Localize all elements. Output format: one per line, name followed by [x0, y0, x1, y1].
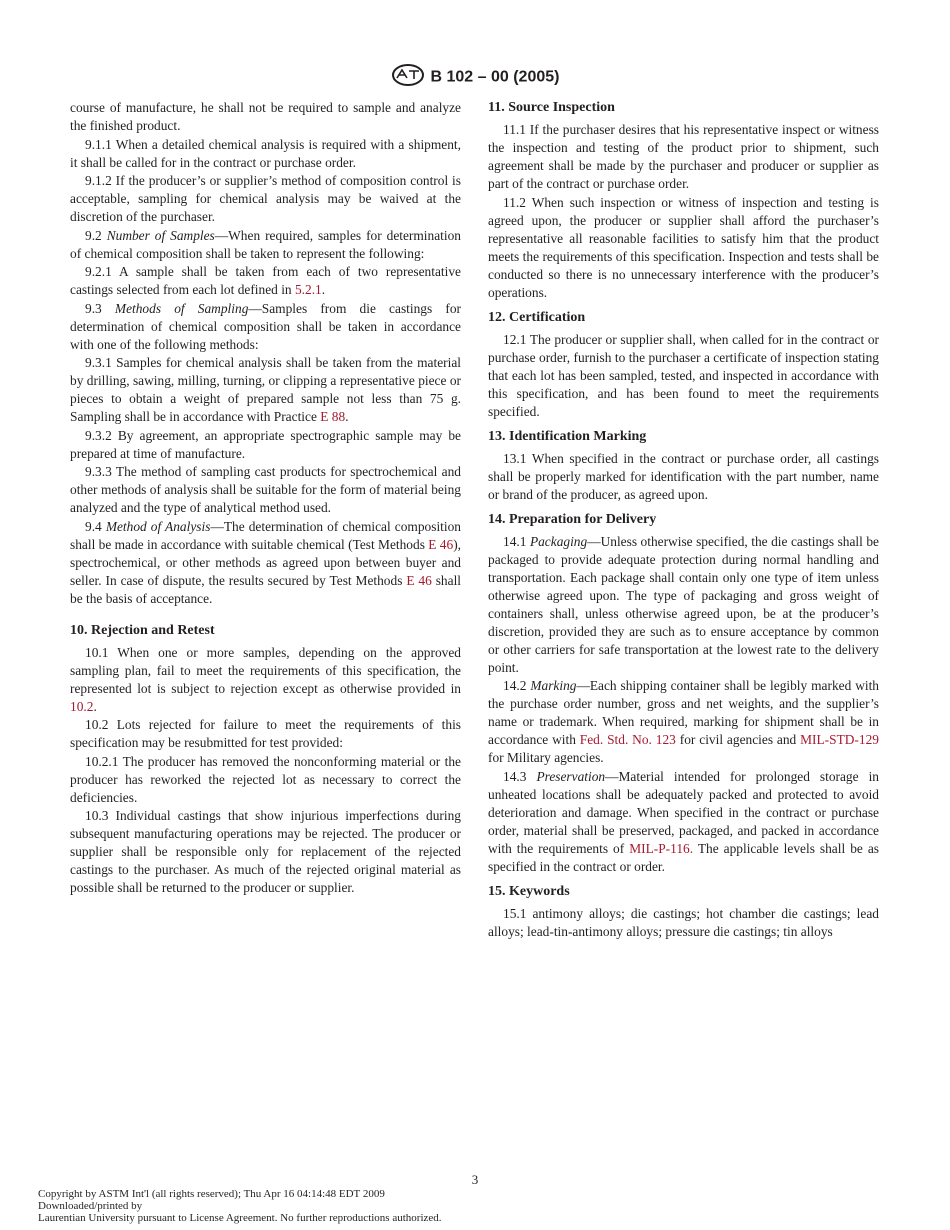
section-heading-13: 13. Identification Marking	[488, 428, 647, 444]
paragraph-9-2: 9.2 Number of Samples—When required, samples for determination of chemical composition shall be taken to represent the following:	[70, 227, 462, 261]
paragraph-10-1: 10.1 When one or more samples, depending on the approved sampling plan, fail to meet the requirements of this specification, the represented lot is subject to rejection except as otherwise provided in 10.2.	[70, 644, 461, 714]
paragraph-9-4: 9.4 Method of Analysis—The determination of chemical composition shall be made in accordance with suitable chemical (Test Methods E 46), spectrochemical, or other methods as agreed upon between buyer and seller. In case of dispute, the results secured by Test Methods E 46 shall be the basis of acceptance.	[70, 518, 462, 606]
paragraph-13-1: 13.1 When specified in the contract or purchase order, all castings shall be properly marked for identification with the part number, name or brand of the producer, as agreed upon.	[488, 450, 879, 502]
ref-link-e46[interactable]: E 46	[428, 536, 454, 552]
page-number: 3	[471, 1172, 479, 1187]
paragraph-10-2: 10.2 Lots rejected for failure to meet the requirements of this specification may be resubmitted for test provided:	[70, 717, 461, 750]
paragraph-10-2-1: 10.2.1 The producer has removed the nonconforming material or the producer has reworked the rejected lot as necessary to correct the deficiencies.	[70, 753, 461, 805]
footer-line: Copyright by ASTM Int'l (all rights reserved); Thu Apr 16 04:14:48 EDT 2009	[38, 1188, 385, 1200]
astm-logo-icon	[391, 64, 425, 91]
ref-link-fed-std-123[interactable]: Fed. Std. No. 123	[579, 732, 676, 747]
section-heading-14: 14. Preparation for Delivery	[488, 511, 657, 527]
ref-link-5-2-1[interactable]: 5.2.1	[294, 282, 322, 297]
subsection-title: Packaging	[529, 533, 588, 549]
ref-link-mil-std-129[interactable]: MIL-STD-129	[800, 732, 879, 747]
paragraph-9-1-1: 9.1.1 When a detailed chemical analysis is required with a shipment, it shall be called for in the contract or purchase order.	[70, 136, 461, 170]
paragraph-9-1-2: 9.1.2 If the producer’s or supplier’s method of composition control is acceptable, sampling for chemical analysis may be waived at the discretion of the purchaser.	[70, 173, 461, 224]
subsection-title: Method of Analysis	[105, 518, 211, 534]
ref-link-e46[interactable]: E 46	[406, 572, 432, 588]
right-column	[488, 99, 879, 941]
section-heading-11: 11. Source Inspection	[488, 100, 615, 115]
paragraph-9-3-1: 9.3.1 Samples for chemical analysis shall be taken from the material by drilling, sawing, milling, turning, or clipping a representative piece or pieces to obtain a weight of prepared sample not less than 75 g. Sampling shall be in accordance with Practice E 88.	[70, 355, 461, 424]
paragraph-14-2: 14.2 Marking—Each shipping container shall be legibly marked with the purchase order number, gross and net weights, and the supplier’s name or trademark. When required, marking for shipment shall be in accordance with Fed. Std. No. 123 for civil agencies and MIL-STD-129 for Military agencies.	[488, 678, 880, 765]
section-heading-12: 12. Certification	[488, 309, 586, 325]
footer-line: Downloaded/printed by	[38, 1200, 143, 1212]
section-heading-15: 15. Keywords	[488, 883, 570, 899]
subsection-title: Number of Samples	[106, 227, 215, 243]
paragraph-9-2-1: 9.2.1 A sample shall be taken from each of two representative castings selected from each lot defined in 5.2.1.	[70, 264, 461, 297]
subsection-title: Marking	[530, 678, 577, 693]
paragraph: course of manufacture, he shall not be required to sample and analyze the finished product.	[70, 100, 461, 133]
ref-link-e88[interactable]: E 88	[320, 409, 346, 424]
section-heading-10: 10. Rejection and Retest	[70, 622, 215, 638]
copyright-footer	[38, 1188, 442, 1224]
left-column	[70, 99, 461, 897]
footer-line: Laurentian University pursuant to License Agreement. No further reproductions authorized.	[38, 1212, 442, 1224]
ref-link-10-2[interactable]: 10.2	[70, 698, 94, 714]
subsection-title: Preservation	[536, 768, 606, 784]
paragraph-12-1: 12.1 The producer or supplier shall, when called for in the contract or purchase order, furnish to the purchaser a certificate of inspection stating that each lot has been sampled, tested, and inspected in accordance with this specification, and has been found to meet the requirements specified.	[488, 331, 879, 419]
paragraph-9-3-3: 9.3.3 The method of sampling cast products for spectrochemical and other methods of analysis shall be suitable for the form of material being analyzed and the type of analytical method used.	[70, 464, 461, 515]
page-header	[0, 64, 950, 91]
paragraph-9-3-2: 9.3.2 By agreement, an appropriate spectrographic sample may be prepared at time of manufacture.	[70, 427, 461, 461]
paragraph-9-3: 9.3 Methods of Sampling—Samples from die castings for determination of chemical composition shall be taken in accordance with one of the following methods:	[70, 300, 461, 352]
paragraph-11-1: 11.1 If the purchaser desires that his representative inspect or witness the inspection and testing of the product prior to shipment, such agreement shall be made by the purchaser and producer or supplier as part of the contract or purchase order.	[488, 122, 879, 191]
paragraph-15-1: 15.1 antimony alloys; die castings; hot chamber die castings; lead alloys; lead-tin-antimony alloys; pressure die castings; tin alloys	[488, 905, 879, 939]
subsection-title: Methods of Sampling	[114, 300, 249, 316]
ref-link-mil-p-116[interactable]: MIL-P-116.	[629, 840, 694, 856]
paragraph-11-2: 11.2 When such inspection or witness of inspection and testing is agreed upon, the producer or supplier shall afford the purchaser’s representative all reasonable facilities to satisfy him that the product meets the requirements of this specification. Inspection and tests shall be conducted so there is no unnecessary interference with the producer’s operations.	[488, 194, 879, 300]
paragraph-10-3: 10.3 Individual castings that show injurious imperfections during subsequent manufacturing operations may be rejected. The producer or supplier shall be responsible only for replacement of the rejected castings to the purchaser. As much of the rejected original material as possible shall be returned to the producer or supplier.	[70, 808, 461, 895]
paragraph-14-1: 14.1 Packaging—Unless otherwise specified, the die castings shall be packaged to provide adequate protection during normal handling and transportation. Each package shall contain only one type of item unless otherwise agreed upon. The type of packaging and gross weight of containers shall, unless otherwise agreed upon, be at the producer’s discretion, provided they are such as to ensure acceptance by common or other carriers for safe transportation at the lowest rate to the delivery point.	[488, 533, 880, 675]
paragraph-14-3: 14.3 Preservation—Material intended for prolonged storage in unheated locations shall be adequately packed and protected to avoid deterioration and damage. When specified in the contract or purchase order, material shall be preserved, packaged, and packed in accordance with the requirements of MIL-P-116. The applicable levels shall be as specified in the contract or order.	[488, 768, 879, 874]
document-designation: B 102 – 00 (2005)	[430, 68, 560, 86]
